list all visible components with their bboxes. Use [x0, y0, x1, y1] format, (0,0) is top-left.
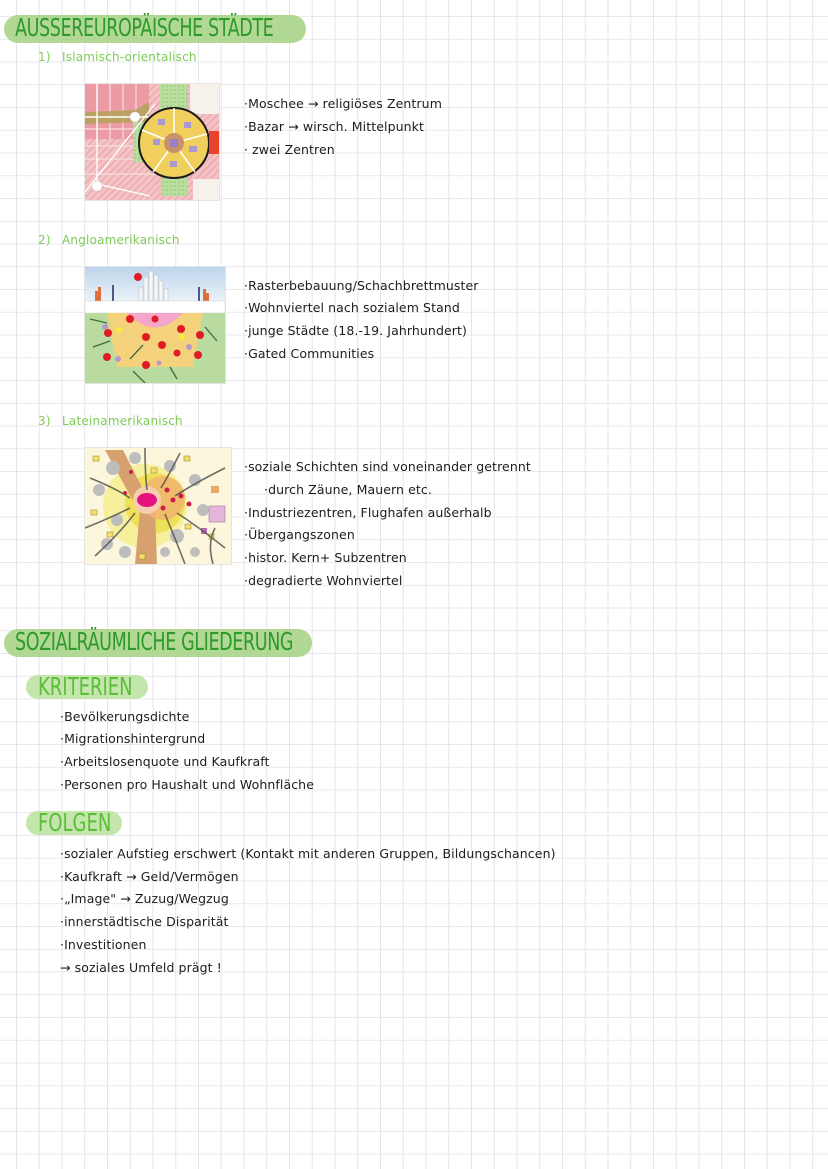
folgen-item-1: ·sozialer Aufstieg erschwert (Kontakt mit anderen Gruppen, Bildungschancen)	[60, 846, 556, 861]
section-title-aussereuropaeische-staedte: AUSSEREUROPÄISCHE STÄDTE	[15, 13, 274, 42]
subsection-label: Lateinamerikanisch	[62, 414, 183, 428]
folgen-item-5: ·Investitionen	[60, 937, 147, 952]
kriterien-item-3: ·Arbeitslosenquote und Kaufkraft	[60, 754, 270, 769]
subsection-title-anglo-american	[38, 233, 180, 247]
section-title-sozialraeumliche-gliederung: SOZIALRÄUMLICHE GLIEDERUNG	[15, 627, 294, 656]
subsection-title-islamic	[38, 50, 197, 64]
latin-note-5: ·histor. Kern+ Subzentren	[244, 550, 407, 565]
folgen-item-6: → soziales Umfeld prägt !	[60, 960, 222, 975]
anglo-american-city-figure	[84, 266, 226, 384]
islamic-note-1: ·Moschee → religiöses Zentrum	[244, 96, 442, 111]
anglo-note-4: ·Gated Communities	[244, 346, 375, 361]
subsection-label: Angloamerikanisch	[62, 233, 180, 247]
kriterien-item-2: ·Migrationshintergrund	[60, 731, 206, 746]
anglo-american-city-illustration	[85, 267, 225, 383]
subheading-folgen: FOLGEN	[38, 808, 112, 837]
kriterien-item-1: ·Bevölkerungsdichte	[60, 709, 190, 724]
folgen-item-3: ·„Image" → Zuzug/Wegzug	[60, 891, 229, 906]
islamic-note-2: ·Bazar → wirsch. Mittelpunkt	[244, 119, 425, 134]
islamic-note-3: · zwei Zentren	[244, 142, 335, 157]
subsection-title-latin-american	[38, 414, 183, 428]
kriterien-item-4: ·Personen pro Haushalt und Wohnfläche	[60, 777, 314, 792]
subheading-kriterien: KRITERIEN	[38, 672, 133, 701]
subsection-label: Islamisch-orientalisch	[62, 50, 197, 64]
latin-note-3: ·Industriezentren, Flughafen außerhalb	[244, 505, 492, 520]
anglo-note-1: ·Rasterbebauung/Schachbrettmuster	[244, 278, 479, 293]
islamic-city-map-illustration	[85, 84, 219, 200]
anglo-note-2: ·Wohnviertel nach sozialem Stand	[244, 300, 460, 315]
latin-note-1: ·soziale Schichten sind voneinander getrennt	[244, 459, 531, 474]
subsection-number: 3)	[38, 414, 51, 428]
islamic-oriental-city-figure	[84, 83, 220, 201]
latin-note-4: ·Übergangszonen	[244, 527, 355, 542]
latin-american-city-figure	[84, 447, 232, 565]
subsection-number: 2)	[38, 233, 51, 247]
subsection-number: 1)	[38, 50, 51, 64]
folgen-item-2: ·Kaufkraft → Geld/Vermögen	[60, 869, 239, 884]
folgen-item-4: ·innerstädtische Disparität	[60, 914, 229, 929]
latin-american-city-illustration	[85, 448, 231, 564]
latin-note-2: ·durch Zäune, Mauern etc.	[264, 482, 432, 497]
latin-note-6: ·degradierte Wohnviertel	[244, 573, 403, 588]
anglo-note-3: ·junge Städte (18.-19. Jahrhundert)	[244, 323, 468, 338]
